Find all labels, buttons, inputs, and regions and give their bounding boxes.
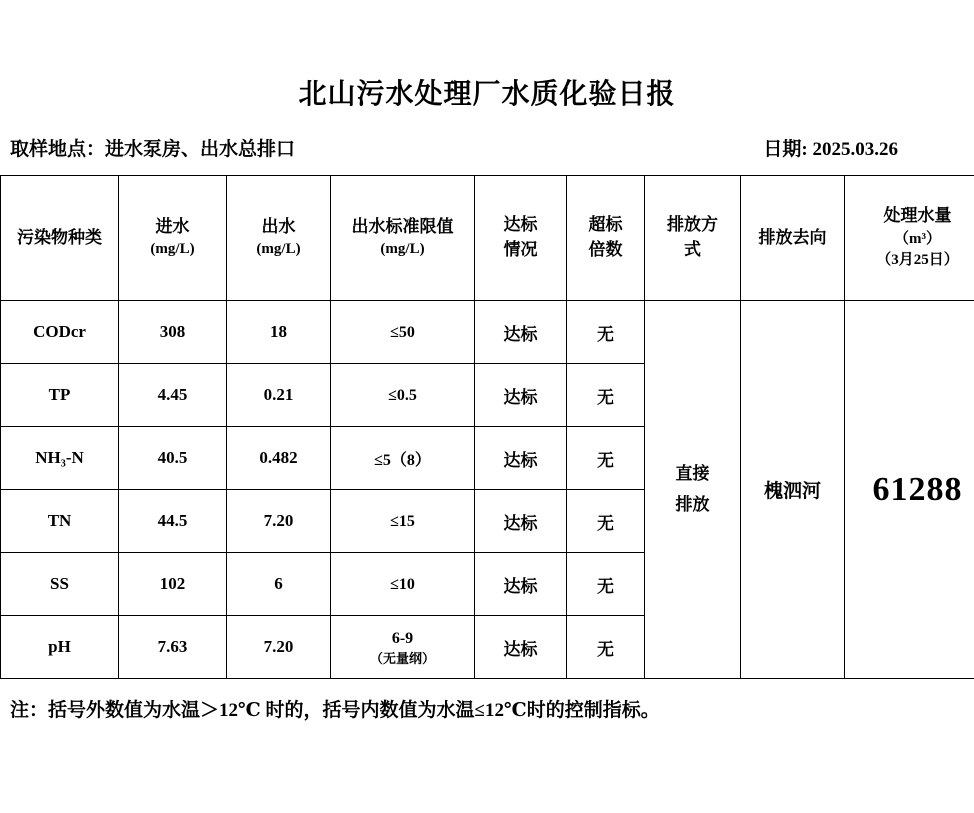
cell-effluent: 0.21 (227, 364, 331, 427)
cell-influent: 4.45 (119, 364, 227, 427)
cell-standard (331, 301, 475, 364)
cell-discharge-destination-label: 槐泗河 (764, 481, 821, 502)
table-header-row (1, 176, 974, 301)
col-header-status (475, 176, 567, 301)
cell-discharge-method-line2: 排放 (647, 490, 738, 521)
cell-exceed: 无 (567, 427, 645, 490)
cell-status: 达标 (475, 553, 567, 616)
cell-status: 达标 (475, 427, 567, 490)
table-header (1, 176, 974, 301)
col-header-exceed-line2: 倍数 (569, 238, 642, 263)
col-header-influent-line1: 进水 (121, 215, 224, 240)
cell-treatment-volume (845, 301, 974, 679)
cell-standard-value: ≤5（8） (374, 452, 431, 469)
col-header-standard-line2: (mg/L) (333, 239, 472, 261)
cell-discharge-method (645, 301, 741, 679)
footnote: 注：括号外数值为水温＞12℃ 时的，括号内数值为水温≤12℃时的控制指标。 (10, 695, 964, 722)
cell-status: 达标 (475, 364, 567, 427)
cell-pollutant: NH₃-N (1, 427, 119, 490)
table-row (1, 301, 974, 364)
col-header-volume-line3: （3月25日） (847, 250, 974, 272)
water-quality-table (0, 175, 974, 679)
col-header-standard (331, 176, 475, 301)
col-header-effluent (227, 176, 331, 301)
cell-status: 达标 (475, 301, 567, 364)
cell-discharge-method-line1: 直接 (647, 459, 738, 490)
col-header-influent (119, 176, 227, 301)
cell-pollutant: TN (1, 490, 119, 553)
sampling-location: 取样地点：进水泵房、出水总排口 (10, 134, 295, 161)
cell-standard (331, 553, 475, 616)
cell-pollutant: SS (1, 553, 119, 616)
col-header-exceed-line1: 超标 (569, 213, 642, 238)
cell-effluent: 6 (227, 553, 331, 616)
cell-exceed: 无 (567, 490, 645, 553)
col-header-volume (845, 176, 974, 301)
cell-influent: 44.5 (119, 490, 227, 553)
cell-standard-value: ≤50 (390, 324, 415, 341)
cell-influent: 308 (119, 301, 227, 364)
col-header-status-line1: 达标 (477, 213, 564, 238)
col-header-exceed (567, 176, 645, 301)
cell-standard-value: 6-9 (392, 630, 413, 647)
cell-treatment-volume-value: 61288 (873, 471, 963, 508)
cell-influent: 7.63 (119, 616, 227, 679)
col-header-volume-line2: （m³） (847, 229, 974, 251)
col-header-influent-line2: (mg/L) (121, 239, 224, 261)
col-header-standard-line1: 出水标准限值 (333, 215, 472, 240)
col-header-volume-line1: 处理水量 (847, 204, 974, 229)
col-header-pollutant-label: 污染物种类 (3, 226, 116, 251)
cell-pollutant: TP (1, 364, 119, 427)
cell-effluent: 7.20 (227, 616, 331, 679)
col-header-method-line1: 排放方 (647, 213, 738, 238)
table-body (1, 301, 974, 679)
cell-pollutant: CODcr (1, 301, 119, 364)
col-header-destination (741, 176, 845, 301)
col-header-pollutant (1, 176, 119, 301)
col-header-status-line2: 情况 (477, 238, 564, 263)
cell-exceed: 无 (567, 364, 645, 427)
cell-standard (331, 364, 475, 427)
cell-standard-value: ≤10 (390, 576, 415, 593)
cell-standard (331, 427, 475, 490)
cell-influent: 40.5 (119, 427, 227, 490)
cell-exceed: 无 (567, 616, 645, 679)
report-page (0, 72, 974, 813)
cell-standard-note: （无量纲） (333, 648, 472, 667)
cell-effluent: 0.482 (227, 427, 331, 490)
cell-pollutant: pH (1, 616, 119, 679)
report-date: 日期: 2025.03.26 (763, 134, 964, 161)
cell-exceed: 无 (567, 553, 645, 616)
cell-status: 达标 (475, 490, 567, 553)
col-header-effluent-line1: 出水 (229, 215, 328, 240)
col-header-effluent-line2: (mg/L) (229, 239, 328, 261)
col-header-destination-label: 排放去向 (743, 226, 842, 251)
cell-standard-value: ≤0.5 (388, 387, 417, 404)
meta-row (0, 134, 974, 161)
col-header-method (645, 176, 741, 301)
page-title: 北山污水处理厂水质化验日报 (0, 72, 974, 112)
cell-standard-value: ≤15 (390, 513, 415, 530)
cell-exceed: 无 (567, 301, 645, 364)
cell-standard (331, 490, 475, 553)
cell-effluent: 7.20 (227, 490, 331, 553)
cell-effluent: 18 (227, 301, 331, 364)
cell-standard (331, 616, 475, 679)
cell-status: 达标 (475, 616, 567, 679)
col-header-method-line2: 式 (647, 238, 738, 263)
cell-influent: 102 (119, 553, 227, 616)
cell-discharge-destination (741, 301, 845, 679)
